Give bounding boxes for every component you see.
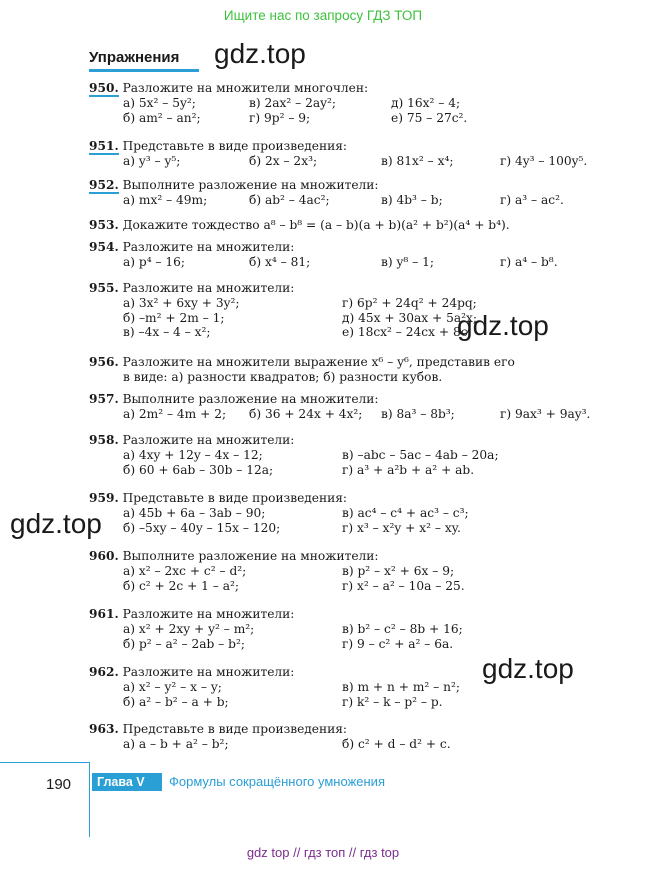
top-banner [0,0,646,32]
exercise-item: е) 18cx² – 24cx + 8c. [342,325,472,340]
exercise-row [89,622,619,637]
exercise-row [89,448,619,463]
exercise-block [89,139,619,169]
exercise-item: б) c² + 2c + 1 – a²; [123,578,240,593]
exercise-item: д) 45x + 30ax + 5a²x; [342,310,477,325]
exercise-block [89,281,619,340]
exercise-number: 950. [89,81,119,95]
exercise-number: 951. [89,139,119,153]
section-title: Упражнения [89,49,180,66]
exercise-prompt: Разложите на множители: [122,607,295,621]
exercise-item: а) 3x² + 6xy + 3y²; [123,295,240,310]
bottom-banner [0,842,646,861]
exercise-number: 953. [89,218,119,232]
exercise-item: в) m + n + m² – n²; [342,679,460,694]
exercise-item: г) 4y³ – 100y⁵. [500,153,588,168]
bottom-banner-text: gdz top // гдз топ // гдз top [246,845,400,860]
exercise-row [89,637,619,652]
exercise-item: г) 9p² – 9; [249,110,311,125]
exercise-item: г) a⁴ – b⁸. [500,254,558,269]
exercise-row [89,579,619,594]
exercise-row [89,154,619,169]
exercise-prompt: Выполните разложение на множители: [122,549,379,563]
exercise-item: г) k² – k – p² – p. [342,694,443,709]
exercise-header [89,491,619,506]
exercise-row [89,407,619,422]
exercise-item: а) x² + 2xy + y² – m²; [123,621,255,636]
exercise-row [89,255,619,270]
exercise-prompt: Выполните разложение на множители: [122,178,379,192]
exercise-block [89,491,619,535]
exercise-item: б) c² + d – d² + c. [342,736,451,751]
page-number: 190 [46,776,72,793]
exercise-header [89,355,619,370]
exercise-item: г) x³ – x²y + x² – xy. [342,520,461,535]
exercise-number: 961. [89,607,119,621]
exercise-row [89,96,619,111]
exercise-block [89,178,619,208]
exercise-number: 958. [89,433,119,447]
exercise-item: в) 2ax² – 2ay²; [249,95,337,110]
exercise-item: а) p⁴ – 16; [123,254,186,269]
exercise-item: а) x² – y² – x – y; [123,679,222,694]
exercise-number: 956. [89,355,119,369]
exercise-number: 960. [89,549,119,563]
exercise-header [89,607,619,622]
exercise-row [89,463,619,478]
section-heading [89,47,179,66]
exercise-item: в) –4x – 4 – x²; [123,325,211,340]
exercise-item: г) a³ + a²b + a² + ab. [342,462,475,477]
exercise-header [89,392,619,407]
exercise-prompt: Представьте в виде произведения: [122,491,348,505]
exercise-header [89,722,619,737]
exercise-header [89,81,619,96]
exercise-row [89,296,619,311]
exercise-item: б) p² – a² – 2ab – b²; [123,636,245,651]
exercise-item: а) mx² – 49m; [123,192,208,207]
exercise-row [89,680,619,695]
exercise-item: а) y³ – y⁵; [123,153,181,168]
exercise-item: а) 45b + 6a – 3ab – 90; [123,505,266,520]
exercise-header [89,240,619,255]
exercise-header [89,139,619,154]
exercise-prompt: Разложите на множители: [122,281,295,295]
exercise-item: в) y⁸ – 1; [381,254,434,269]
watermark: gdz.top [10,508,102,539]
exercise-item: г) 9 – c² + a² – 6a. [342,636,454,651]
exercise-item: в) b² – c² – 8b + 16; [342,621,463,636]
exercise-item: г) a³ – ac². [500,192,564,207]
top-banner-text: Ищите нас по запросу ГДЗ ТОП [223,8,423,23]
watermark: gdz.top [214,38,306,69]
exercise-row [89,111,619,126]
exercise-prompt: Представьте в виде произведения: [122,139,348,153]
exercise-row [89,193,619,208]
exercise-row [89,564,619,579]
exercise-item: б) 36 + 24x + 4x²; [249,406,363,421]
watermark: gdz.top [482,653,574,684]
exercise-number: 957. [89,392,119,406]
exercise-item: б) a² – b² – a + b; [123,694,229,709]
exercise-item: а) a – b + a² – b²; [123,736,229,751]
exercise-item: б) 2x – 2x³; [249,153,318,168]
exercise-item: а) 2m² – 4m + 2; [123,406,227,421]
exercise-row [89,325,619,340]
exercise-row [89,506,619,521]
footer-divider [0,762,90,763]
exercise-prompt: Разложите на множители: [122,240,295,254]
exercise-item: б) 60 + 6ab – 30b – 12a; [123,462,274,477]
exercise-row [89,521,619,536]
chapter-label: Глава V [97,775,145,789]
exercise-item: в) 81x² – x⁴; [381,153,454,168]
exercise-item: в) 4b³ – b; [381,192,443,207]
exercise-item: б) –m² + 2m – 1; [123,310,225,325]
exercise-number: 955. [89,281,119,295]
exercise-header [89,433,619,448]
exercise-number: 963. [89,722,119,736]
exercise-item: г) 6p² + 24q² + 24pq; [342,295,477,310]
exercise-block [89,665,619,709]
exercise-block [89,607,619,651]
exercise-header [89,549,619,564]
footer-vertical-rule [89,762,90,837]
exercise-item: а) 5x² – 5y²; [123,95,196,110]
exercise-block [89,355,619,385]
exercise-item: а) 4xy + 12y – 4x – 12; [123,447,263,462]
exercise-prompt: Разложите на множители: [122,665,295,679]
exercise-item: е) 75 – 27c². [391,110,468,125]
exercise-header [89,218,619,233]
chapter-title: Формулы сокращённого умножения [169,774,385,789]
exercise-number: 954. [89,240,119,254]
exercise-item: г) 9ax³ + 9ay³. [500,406,591,421]
exercise-item: в) p² – x² + 6x – 9; [342,563,455,578]
exercise-block [89,433,619,477]
exercise-item: д) 16x² – 4; [391,95,461,110]
exercise-item: г) x² – a² – 10a – 25. [342,578,465,593]
exercise-number: 962. [89,665,119,679]
exercise-prompt: Разложите на множители выражение x⁶ – y⁶, представив его [122,355,515,369]
exercise-item: б) –5xy – 40y – 15x – 120; [123,520,281,535]
exercise-prompt: Докажите тождество a⁸ – b⁸ = (a – b)(a + b)(a² + b²)(a⁴ + b⁴). [122,218,510,232]
exercise-item: б) ab² – 4ac²; [249,192,330,207]
exercise-item: в) –abc – 5ac – 4ab – 20a; [342,447,499,462]
exercise-item: в) ac⁴ – c⁴ + ac³ – c³; [342,505,469,520]
exercise-block [89,549,619,593]
chapter-badge [92,773,162,791]
exercise-item: а) x² – 2xc + c² – d²; [123,563,247,578]
exercise-prompt: Представьте в виде произведения: [122,722,348,736]
watermark: gdz.top [457,310,549,341]
exercise-prompt: Разложите на множители: [122,433,295,447]
exercise-item: в) 8a³ – 8b³; [381,406,455,421]
exercise-block [89,240,619,270]
exercise-row [89,311,619,326]
exercise-item: б) am² – an²; [123,110,201,125]
exercise-header [89,178,619,193]
exercise-header [89,665,619,680]
exercise-header [89,281,619,296]
exercise-prompt-continued: в виде: а) разности квадратов; б) разности кубов. [123,369,443,384]
exercise-number: 959. [89,491,119,505]
exercise-item: б) x⁴ – 81; [249,254,311,269]
exercise-block [89,392,619,422]
exercise-number: 952. [89,178,119,192]
exercise-block [89,722,619,752]
exercise-row [89,737,619,752]
exercise-prompt: Выполните разложение на множители: [122,392,379,406]
section-underline [89,69,199,72]
exercise-prompt: Разложите на множители многочлен: [122,81,369,95]
exercise-block [89,81,619,125]
exercise-block [89,218,619,233]
exercise-row [89,695,619,710]
